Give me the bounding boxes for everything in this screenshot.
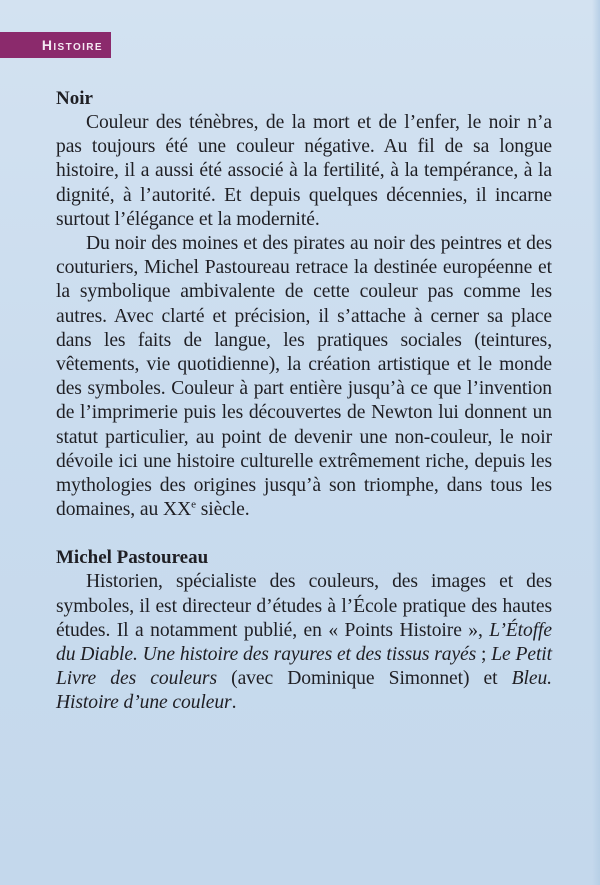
- series-label: Histoire: [41, 37, 103, 53]
- summary-paragraph-1: Couleur des ténèbres, de la mort et de l’enfer, le noir n’a pas toujours été une couleur négative. Au fil de sa longue histoire, il a aussi été associé à la fertilité, à la tempérance, à la dignité, à l’autorité. Et depuis quelques décennies, il incarne surtout l’élégance et la modernité.: [56, 112, 552, 230]
- summary-paragraph-2-text: Du noir des moines et des pirates au noir des peintres et des couturiers, Michel Pastoureau retrace la destinée européenne et la symbolique ambivalente de cette couleur pas comme les autres. Avec clarté et précision, il s’attache à cerner sa place dans les faits de langue, les pratiques sociales (teintures, vêtements, vie quotidienne), la création artistique et le monde des symboles. Couleur à part entière jusqu’à ce que l’invention de l’imprimerie puis les découvertes de Newton lui donnent un statut particulier, au point de devenir une non-couleur, le noir dévoile ici une histoire culturelle extrêmement riche, depuis les mythologies des origines jusqu’à son triomphe, dans tous les domaines, au: [56, 233, 552, 521]
- century-tail: siècle.: [195, 499, 250, 521]
- series-banner: [0, 32, 111, 58]
- book-title: Noir: [56, 88, 93, 109]
- book-title-bleu: Bleu. Histoire d’une couleur: [56, 668, 552, 714]
- back-cover-text: [56, 86, 552, 716]
- book-title-petit-livre: Le Petit Livre des couleurs: [56, 644, 552, 690]
- page-edge-shadow: [592, 0, 600, 885]
- author-name: Michel Pastoureau: [56, 547, 209, 569]
- bio-text-1: Historien, spécialiste des couleurs, des images et des symboles, il est directeur d’études à l’École pratique des hautes études. Il a notamment publié, en « Points Histoire »,: [56, 571, 552, 641]
- author-bio-section: [56, 545, 552, 715]
- bio-separator: ;: [476, 644, 492, 666]
- book-summary-section: [56, 86, 552, 522]
- summary-paragraph-2: [56, 232, 552, 522]
- author-bio-paragraph: [56, 570, 552, 715]
- book-title-etoffe: L’Étoffe du Diable. Une histoire des rayures et des tissus rayés: [56, 619, 552, 666]
- century-superscript: e: [191, 498, 196, 511]
- century-numeral: XX: [163, 499, 192, 521]
- bio-end: .: [231, 692, 237, 714]
- bio-text-2: (avec Dominique Simonnet) et: [216, 668, 512, 690]
